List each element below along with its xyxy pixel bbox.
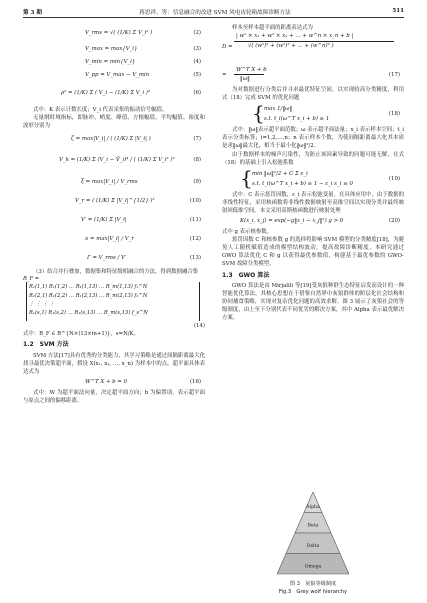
section-1-3-heading: 1.3 GWO 算法 bbox=[222, 271, 270, 279]
equation-19-number: (19) bbox=[388, 175, 400, 182]
equation-17-denominator: ‖ω‖ bbox=[240, 76, 250, 83]
equation-17-equals: = bbox=[222, 72, 227, 79]
equation-7-number: (7) bbox=[193, 136, 201, 143]
grey-wolf-pyramid bbox=[277, 492, 349, 576]
issue-label: 第 3 期 bbox=[23, 10, 42, 16]
fusion-matrix-lhs: R_F = bbox=[23, 276, 40, 283]
equation-11 bbox=[23, 211, 205, 230]
equation-6-number: (6) bbox=[193, 90, 201, 96]
paragraph-distance-intro: 样本至样本超平面的距离表达式为 bbox=[232, 25, 313, 31]
paragraph-k-definition: 式中：K 表示计数长度；V_i 代表采集的振动信号幅值。 bbox=[33, 107, 168, 113]
header-rule bbox=[23, 17, 404, 18]
matrix-right-bracket bbox=[199, 282, 200, 321]
equation-16-expr: W^T X + b = 0 bbox=[85, 378, 127, 385]
matrix-row: ⋮ ⋮ ⋮ ⋮ bbox=[29, 301, 55, 308]
matrix-row: R₁(1,1) R₁(1,2) … R₁(1,13) … R_m(1,13) f₁^N bbox=[29, 284, 148, 291]
equation-14-row bbox=[23, 322, 205, 330]
equation-6 bbox=[23, 82, 205, 106]
fusion-matrix bbox=[23, 276, 205, 322]
paragraph-gwo-algorithm: GWO 算法是由 Mirjalili 等[19]受灰狼种群生态特征启发而设计的一种智能优化算法，其核心思想在于借鉴自然界中灰狼群体的阶层化社会结构和协同捕食策略，实现对复杂优化问题的高效求解。图 3 展示了灰狼社会的等级制度，由上至下分别代表不同优劣的解决方案，其中 Alpha 表示最优解决方案。 bbox=[222, 282, 404, 321]
equation-6-expr: ρ² = (1/K) Σ ( V_i − (1/K) Σ V_i )² bbox=[61, 90, 151, 96]
equation-3 bbox=[23, 43, 205, 56]
equation-12-expr: υ = max|V_i| / V_r bbox=[85, 236, 134, 243]
equation-8 bbox=[23, 149, 205, 173]
equation-3-number: (3) bbox=[193, 46, 201, 52]
distance-lhs: D = bbox=[222, 44, 233, 51]
equation-10 bbox=[23, 192, 205, 211]
paragraph-fusion-method: （3）结合并行叠加，数据集和特征级相融合的方法，得到数据融合集 bbox=[33, 269, 199, 276]
paragraph-rf-definition: 式中：R_F ∈ R^{N×(13×m+1)}，s=N/K。 bbox=[23, 331, 140, 338]
page-number: 511 bbox=[392, 8, 404, 14]
distance-numerator: | w¹ × x₁ + w² × x₂ + … + w^n × x_n + b | bbox=[236, 33, 354, 40]
equation-19-brace: { bbox=[240, 165, 253, 190]
equation-2-expr: V_rms = √( (1/K) Σ V_i² ) bbox=[85, 30, 153, 36]
equation-17 bbox=[222, 66, 404, 86]
equation-11-number: (11) bbox=[189, 217, 201, 224]
equation-20 bbox=[222, 215, 404, 228]
equation-7-expr: ζ = max|V_i| / ( (1/K) Σ |V_i| ) bbox=[71, 136, 151, 143]
equation-19-line-2: s.t. t_i(ω^T x_i + b) ≥ 1 − ε_i ε_i ≥ 0 bbox=[252, 180, 353, 187]
equation-14-number: (14) bbox=[193, 323, 205, 330]
equation-11-expr: V′ = (1/K) Σ |V_i| bbox=[81, 217, 127, 224]
equation-4-number: (4) bbox=[193, 59, 201, 65]
figure-caption-cn: 图 3 灰狼等级制度 bbox=[289, 581, 337, 587]
paragraph-slack-intro: 由于数据样本的噪声污染性，为防止该因素导致的问题可能无解，在式（18）的基础上引入松弛系数 bbox=[222, 151, 404, 166]
equation-16-number: (16) bbox=[189, 378, 201, 385]
equation-2-number: (2) bbox=[193, 30, 201, 36]
pyramid-label-delta: Delta bbox=[306, 543, 320, 549]
paragraph-g-definition: 式中 g 表示核参数。 bbox=[222, 229, 273, 236]
equation-5-expr: V_pp = V_max − V_min bbox=[85, 72, 150, 78]
equation-9 bbox=[23, 173, 205, 192]
pyramid-label-beta: Beta bbox=[307, 523, 319, 529]
equation-8-number: (8) bbox=[193, 157, 201, 164]
fusion-matrix-rows bbox=[29, 283, 148, 317]
matrix-left-bracket bbox=[26, 282, 27, 321]
matrix-row: R₁(2,1) R₁(2,2) … R₁(2,13) … R_m(2,13) f₂^N bbox=[29, 292, 148, 299]
equation-16 bbox=[23, 376, 205, 389]
paragraph-kernel-function: 式中：C 表示惩罚因数，ε_i 表示松弛变量。在具体应用中，由于数据的非线性特征，采用核函数将非线性数据映射至高维空间以实现分类并最终映射回低维空间。本文采用高斯核函数进行映射处理 bbox=[222, 191, 404, 214]
paragraph-norm-definition: 式中：‖ω‖表示超平面范数；ω 表示超平面法量；x_i 表示样本空间；t_i 表示分类标签；i=1,2,…,n；n 表示样本个数，为使间隔距离最大化其本质是求‖ω‖最大化，相当于最小化‖ω‖²/2。 bbox=[222, 127, 404, 150]
equation-2 bbox=[23, 24, 205, 43]
equation-18 bbox=[222, 102, 404, 126]
equation-7 bbox=[23, 130, 205, 149]
equation-18-line-2: s.t. t_i(ω^T x_i + b) ≥ 1 bbox=[264, 116, 330, 123]
equation-5 bbox=[23, 69, 205, 82]
paragraph-parameter-selection: 惩罚因数 C 和核参数 g 的选择将影响 SVM 模型的分类精度[18]，为避免人工随机赋值造成的模型结构波动，提高故障诊断精度，本研究通过 GWO 算法优化 C 和 g 以获得最优参数值，构建基于最优参数的 GWO-SVM 故障分类模型。 bbox=[222, 237, 404, 268]
equation-18-number: (18) bbox=[388, 111, 400, 118]
paragraph-dimensionless-indices: 无量纲时域指标，即脉冲、峭度、峰值、方根幅值、平均幅值、裕度和波形分别为 bbox=[23, 115, 205, 130]
equation-18-brace: { bbox=[252, 101, 265, 126]
paragraph-w-definition: 式中：W 为超平面法向量，决定超平面方向；b 为偏置项，表示超平面与原点之间的偏移距离。 bbox=[23, 389, 205, 404]
equation-20-number: (20) bbox=[388, 218, 400, 225]
figure-3 bbox=[222, 492, 404, 597]
equation-8-expr: V_k = (1/K) Σ (V_i − V̄_i)⁴ / ( (1/K) Σ V_i² )² bbox=[59, 157, 175, 164]
equation-4-expr: V_min = min{V_i} bbox=[85, 59, 136, 65]
equation-12 bbox=[23, 230, 205, 249]
equation-13-number: (13) bbox=[189, 255, 201, 262]
running-title: 蒋思祥，等：信息融合的改进 SVM 风电齿轮箱故障诊断方法 bbox=[139, 10, 291, 16]
equation-17-number: (17) bbox=[388, 72, 400, 79]
equation-4 bbox=[23, 56, 205, 69]
equation-10-number: (10) bbox=[189, 198, 201, 205]
right-column bbox=[222, 24, 404, 322]
pyramid-label-omega: Omega bbox=[304, 564, 322, 570]
equation-9-expr: ξ = max|V_i| / V_rms bbox=[81, 179, 138, 186]
equation-18-line-1: max 1/‖ω‖ bbox=[264, 106, 293, 113]
pyramid-label-alpha: Alpha bbox=[306, 504, 320, 510]
matrix-row: R₁(s,1) R₁(s,2) … R₁(s,13) … R_m(s,13) f_s^N bbox=[29, 309, 148, 316]
paragraph-svm-optimization: 为对数据进行分类后并寻求最优特征空间，以实现较高分类精度，利用式（18）完成 SVM 的优化问题 bbox=[222, 87, 404, 102]
equation-5-number: (5) bbox=[193, 72, 201, 78]
section-1-2-heading: 1.2 SVM 方法 bbox=[23, 341, 69, 349]
equation-12-number: (12) bbox=[189, 236, 201, 243]
equation-19-line-1: min ‖ω‖²/2 + C Σ ε_i bbox=[252, 170, 308, 177]
equation-9-number: (9) bbox=[193, 179, 201, 186]
distance-denominator: √( (w¹)² + (w²)² + … + (w^n)² ) bbox=[248, 43, 334, 50]
equation-3-expr: V_max = max{V_i} bbox=[85, 46, 138, 52]
equation-10-expr: V_r = ( (1/K) Σ |V_i|^{1/2} )² bbox=[75, 198, 155, 205]
paragraph-svm-method: SVM 方法[17]具有优秀的分类能力，其学习策略是通过间隔距离最大化找寻最优决策超平面，假设 X(x₁, x₂, …, x_n) 为样本中的点，超平面具体表达式为 bbox=[23, 352, 205, 375]
equation-13-expr: Γ = V_rms / V′ bbox=[87, 255, 127, 262]
equation-13 bbox=[23, 249, 205, 268]
equation-19 bbox=[222, 167, 404, 191]
left-column bbox=[23, 24, 205, 405]
equation-17-numerator: W^T X + b bbox=[236, 67, 267, 74]
figure-caption-en: Fig.3 Grey wolf hierarchy bbox=[278, 589, 348, 595]
equation-distance bbox=[222, 32, 404, 66]
equation-20-expr: K(x_i, x_j) = exp(−g‖x_i − x_j‖²) g > 0 bbox=[240, 218, 344, 225]
